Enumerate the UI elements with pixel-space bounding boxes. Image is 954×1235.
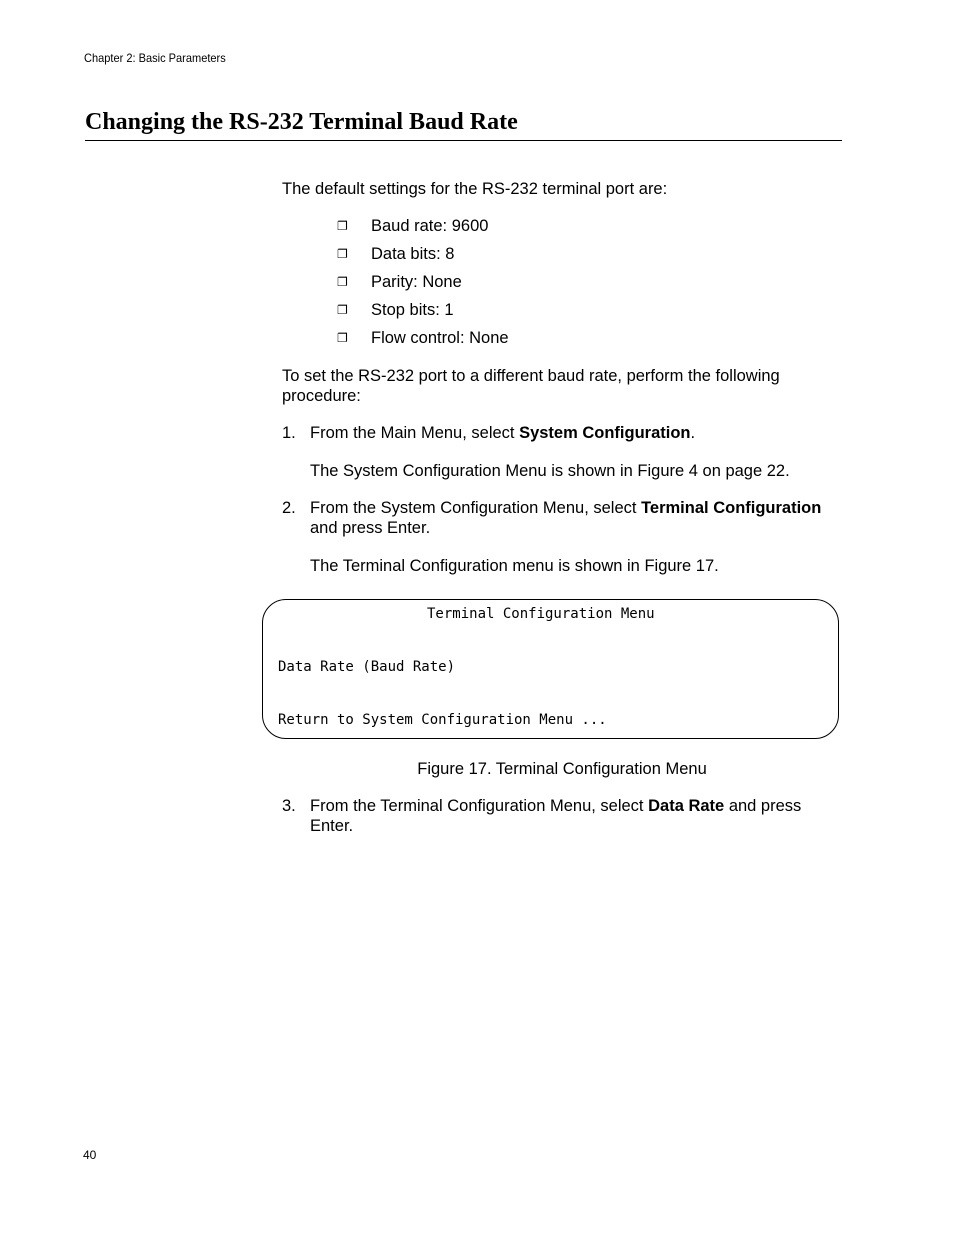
- list-item: [337, 244, 509, 272]
- page-number: 40: [83, 1148, 97, 1162]
- running-head: Chapter 2: Basic Parameters: [84, 51, 226, 65]
- step-menu-option: System Configuration: [519, 424, 691, 442]
- section-title: Changing the RS-232 Terminal Baud Rate: [85, 109, 518, 135]
- checkbox-square-icon: ❐: [337, 247, 348, 261]
- step-text-end: .: [690, 424, 696, 442]
- menu-item-return: Return to System Configuration Menu ...: [278, 712, 607, 728]
- procedure-step-3: [282, 796, 842, 836]
- list-item: [337, 216, 509, 244]
- step-1-note: The System Configuration Menu is shown in Figure 4 on page 22.: [310, 462, 790, 480]
- checkbox-square-icon: ❐: [337, 331, 348, 345]
- step-text: From the System Configuration Menu, select: [310, 499, 642, 517]
- step-text-end: and press Enter.: [310, 519, 431, 537]
- terminal-menu-figure: [262, 599, 839, 739]
- step-2-note: The Terminal Configuration menu is shown in Figure 17.: [310, 557, 719, 575]
- step-menu-option: Data Rate: [648, 797, 725, 815]
- list-item-text: Stop bits: 1: [371, 301, 454, 319]
- step-number: 2.: [282, 499, 296, 517]
- title-rule: [85, 140, 842, 141]
- terminal-menu-title: Terminal Configuration Menu: [427, 606, 655, 622]
- menu-item-data-rate: Data Rate (Baud Rate): [278, 659, 456, 675]
- step-number: 3.: [282, 797, 296, 815]
- procedure-intro: To set the RS-232 port to a different baud rate, perform the following procedure:: [282, 367, 780, 405]
- checkbox-square-icon: ❐: [337, 303, 348, 317]
- list-item-text: Data bits: 8: [371, 245, 455, 263]
- list-item: [337, 272, 509, 300]
- list-item-text: Parity: None: [371, 273, 462, 291]
- checkbox-square-icon: ❐: [337, 219, 348, 233]
- procedure-step-1: [282, 423, 842, 443]
- list-item-text: Flow control: None: [371, 329, 509, 347]
- step-text: From the Terminal Configuration Menu, select: [310, 797, 649, 815]
- procedure-step-2: [282, 498, 842, 538]
- intro-paragraph: The default settings for the RS-232 terminal port are:: [282, 180, 668, 198]
- checkbox-square-icon: ❐: [337, 275, 348, 289]
- step-menu-option: Terminal Configuration: [641, 499, 822, 517]
- step-number: 1.: [282, 424, 296, 442]
- list-item: [337, 300, 509, 328]
- default-settings-list: [337, 216, 509, 356]
- step-text-end: and press Enter.: [310, 797, 802, 835]
- list-item-text: Baud rate: 9600: [371, 217, 489, 235]
- list-item: [337, 328, 509, 356]
- step-text: From the Main Menu, select: [310, 424, 520, 442]
- figure-caption: Figure 17. Terminal Configuration Menu: [417, 760, 707, 778]
